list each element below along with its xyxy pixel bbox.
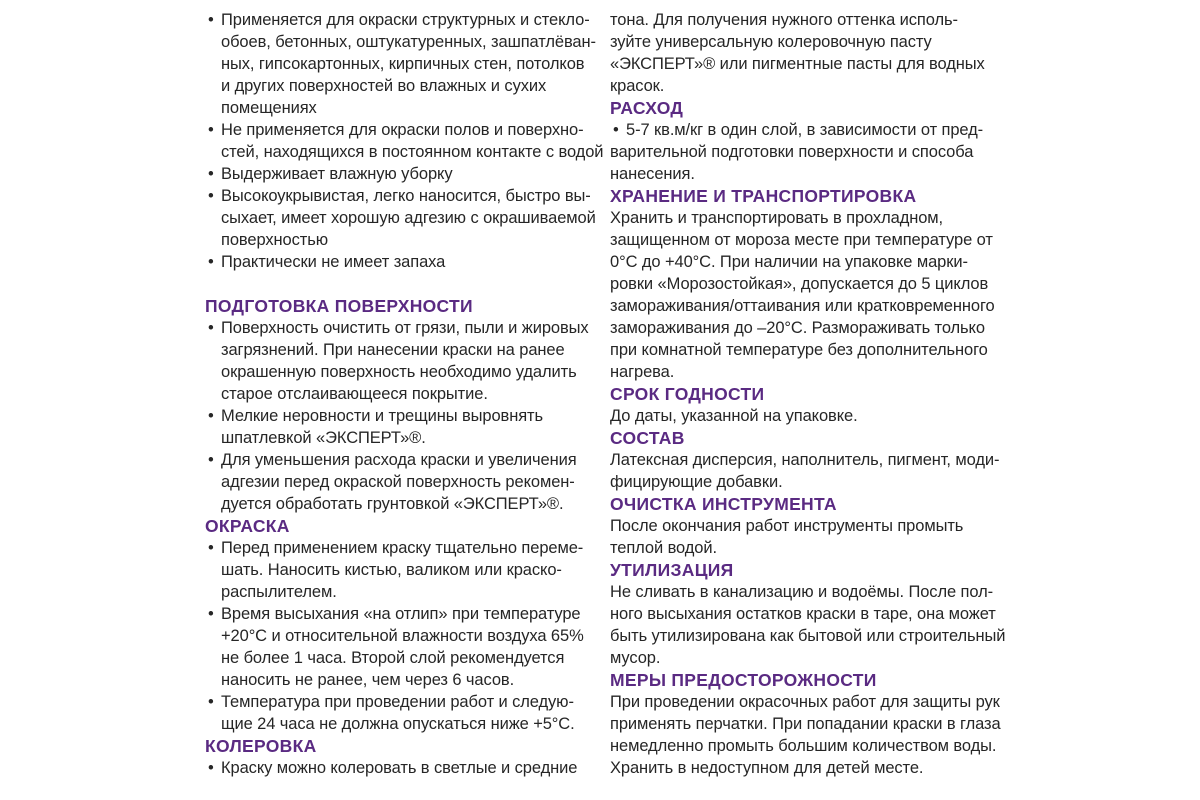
text-line: стей, находящихся в постоянном контакте с водой — [221, 143, 604, 161]
text-line: ного высыхания остатков краски в таре, она может — [610, 605, 996, 623]
bullet-icon: • — [208, 759, 214, 777]
text-line: нанесения. — [610, 165, 695, 183]
text-line: Хранить и транспортировать в прохладном, — [610, 209, 944, 227]
text-line: После окончания работ инструменты промыть — [610, 517, 964, 535]
section-heading: СРОК ГОДНОСТИ — [610, 384, 765, 404]
text-line: наносить не ранее, чем через 6 часов. — [221, 671, 515, 689]
text-line: шпатлевкой «ЭКСПЕРТ»®. — [221, 429, 426, 447]
text-line: загрязнений. При нанесении краски на ранее — [221, 341, 565, 359]
text-line: замораживания/оттаивания или кратковременного — [610, 297, 995, 315]
text-line: зуйте универсальную колеровочную пасту — [610, 33, 932, 51]
text-line: Латексная дисперсия, наполнитель, пигмент, моди- — [610, 451, 1000, 469]
text-line: при комнатной температуре без дополнительного — [610, 341, 988, 359]
text-line: старое отслаивающееся покрытие. — [221, 385, 488, 403]
text-line: применять перчатки. При попадании краски в глаза — [610, 715, 1001, 733]
bullet-icon: • — [208, 539, 214, 557]
text-line: При проведении окрасочных работ для защиты рук — [610, 693, 1000, 711]
text-line: мусор. — [610, 649, 661, 667]
bullet-item — [205, 691, 600, 713]
bullet-item — [205, 119, 600, 141]
text-line: дуется обработать грунтовкой «ЭКСПЕРТ»®. — [221, 495, 564, 513]
text-line: адгезии перед окраской поверхность рекомен- — [221, 473, 575, 491]
bullet-icon: • — [208, 187, 214, 205]
bullet-item — [205, 757, 600, 779]
text-line: варительной подготовки поверхности и способа — [610, 143, 974, 161]
bullet-text: Высокоукрывистая, легко наносится, быстро вы- — [221, 187, 591, 205]
bullet-text: Применяется для окраски структурных и стекло- — [221, 11, 590, 29]
text-line: ровки «Морозостойкая», допускается до 5 циклов — [610, 275, 989, 293]
bullet-icon: • — [208, 11, 214, 29]
section-heading: МЕРЫ ПРЕДОСТОРОЖНОСТИ — [610, 670, 877, 690]
text-line: щие 24 часа не должна опускаться ниже +5°С. — [221, 715, 575, 733]
bullet-item — [205, 163, 600, 185]
section-heading: КОЛЕРОВКА — [205, 736, 317, 756]
section-heading: ХРАНЕНИЕ И ТРАНСПОРТИРОВКА — [610, 186, 917, 206]
text-line: распылителем. — [221, 583, 337, 601]
bullet-item — [205, 449, 600, 471]
bullet-icon: • — [208, 451, 214, 469]
bullet-text: Поверхность очистить от грязи, пыли и жировых — [221, 319, 589, 337]
bullet-item — [205, 9, 600, 31]
bullet-text: Практически не имеет запаха — [221, 253, 446, 271]
bullet-icon: • — [208, 693, 214, 711]
bullet-item — [205, 251, 600, 273]
text-line: быть утилизирована как бытовой или строительный — [610, 627, 1006, 645]
text-line: обоев, бетонных, оштукатуренных, зашпатлёван- — [221, 33, 596, 51]
text-line: помещениях — [221, 99, 317, 117]
bullet-text: 5-7 кв.м/кг в один слой, в зависимости от пред- — [626, 121, 984, 139]
text-line: Не сливать в канализацию и водоёмы. После пол- — [610, 583, 994, 601]
text-line: тона. Для получения нужного оттенка исполь- — [610, 11, 958, 29]
text-line: сыхает, имеет хорошую адгезию с окрашиваемой — [221, 209, 596, 227]
text-line: До даты, указанной на упаковке. — [610, 407, 858, 425]
section-heading: ОЧИСТКА ИНСТРУМЕНТА — [610, 494, 837, 514]
bullet-text: Перед применением краску тщательно переме- — [221, 539, 584, 557]
text-line: фицирующие добавки. — [610, 473, 783, 491]
bullet-icon: • — [208, 319, 214, 337]
bullet-item — [205, 537, 600, 559]
text-line: немедленно промыть большим количеством воды. — [610, 737, 997, 755]
bullet-icon: • — [613, 121, 619, 139]
bullet-text: Температура при проведении работ и следую- — [221, 693, 574, 711]
bullet-text: Краску можно колеровать в светлые и средние — [221, 759, 578, 777]
text-line: окрашенную поверхность необходимо удалить — [221, 363, 577, 381]
text-line: не более 1 часа. Второй слой рекомендуется — [221, 649, 565, 667]
bullet-item — [205, 317, 600, 339]
text-line: поверхностью — [221, 231, 328, 249]
bullet-item — [205, 185, 600, 207]
text-line: +20°С и относительной влажности воздуха 65% — [221, 627, 584, 645]
section-heading: СОСТАВ — [610, 428, 685, 448]
text-line: «ЭКСПЕРТ»® или пигментные пасты для водных — [610, 55, 985, 73]
text-line: 0°С до +40°С. При наличии на упаковке марки- — [610, 253, 968, 271]
text-line: замораживания до –20°С. Размораживать только — [610, 319, 985, 337]
section-heading: РАСХОД — [610, 98, 684, 118]
bullet-item — [205, 405, 600, 427]
left-column — [205, 9, 604, 779]
text-line: ных, гипсокартонных, кирпичных стен, потолков — [221, 55, 585, 73]
text-line: Хранить в недоступном для детей месте. — [610, 759, 924, 777]
text-line: и других поверхностей во влажных и сухих — [221, 77, 547, 95]
text-line: нагрева. — [610, 363, 675, 381]
text-line: красок. — [610, 77, 665, 95]
section-heading: УТИЛИЗАЦИЯ — [610, 560, 734, 580]
bullet-icon: • — [208, 165, 214, 183]
section-heading: ПОДГОТОВКА ПОВЕРХНОСТИ — [205, 296, 473, 316]
section-heading: ОКРАСКА — [205, 516, 290, 536]
text-line: шать. Наносить кистью, валиком или краско- — [221, 561, 562, 579]
bullet-icon: • — [208, 407, 214, 425]
text-line: теплой водой. — [610, 539, 717, 557]
bullet-icon: • — [208, 605, 214, 623]
spacer — [205, 273, 600, 295]
bullet-text: Время высыхания «на отлип» при температуре — [221, 605, 581, 623]
text-line: защищенном от мороза месте при температуре от — [610, 231, 993, 249]
bullet-item — [610, 119, 1005, 141]
bullet-icon: • — [208, 121, 214, 139]
bullet-icon: • — [208, 253, 214, 271]
bullet-text: Не применяется для окраски полов и поверхно- — [221, 121, 584, 139]
bullet-text: Для уменьшения расхода краски и увеличения — [221, 451, 577, 469]
bullet-text: Мелкие неровности и трещины выровнять — [221, 407, 543, 425]
right-column — [610, 9, 1005, 779]
bullet-item — [205, 603, 600, 625]
bullet-text: Выдерживает влажную уборку — [221, 165, 453, 183]
